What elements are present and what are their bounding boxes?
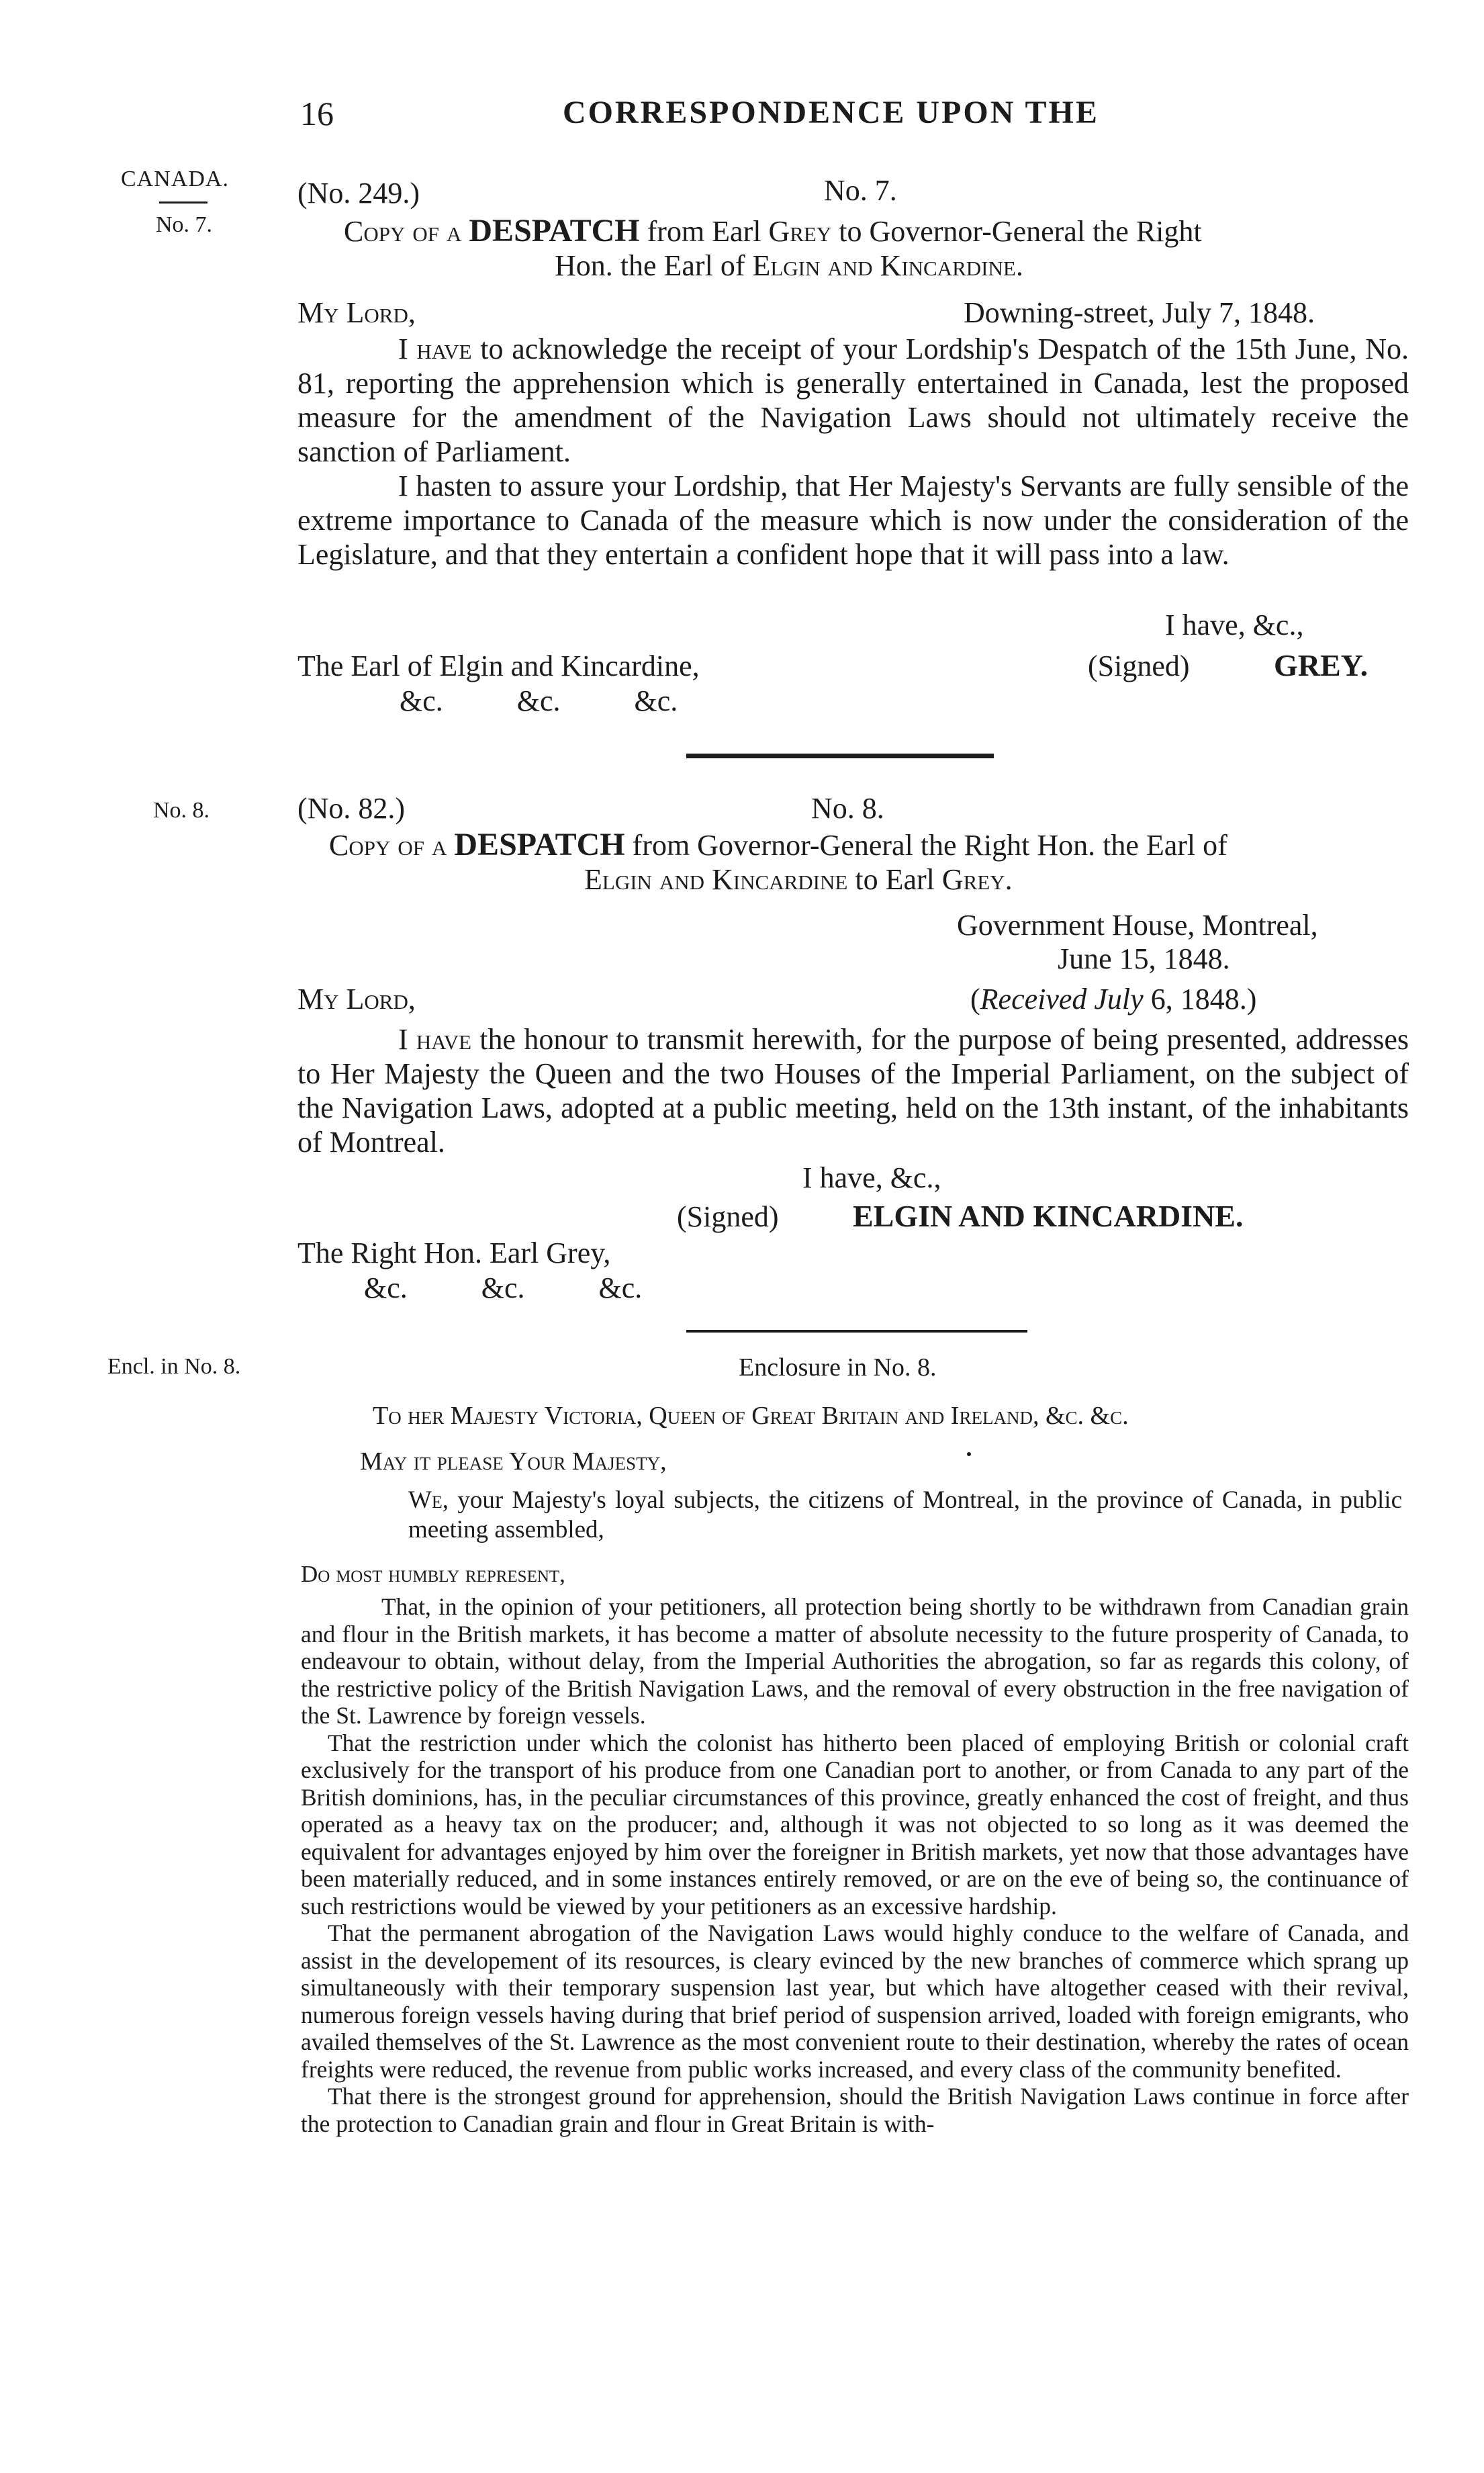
running-title: CORRESPONDENCE UPON THE: [563, 95, 1099, 130]
despatch8-signature: ELGIN AND KINCARDINE.: [853, 1199, 1244, 1233]
despatch7-ref-number: (No. 249.): [297, 177, 420, 210]
despatch8-place: Government House, Montreal,: [957, 909, 1318, 942]
enclosure-preamble: We, your Majesty's loyal subjects, the citizens of Montreal, in the province of Canada, in public meeting assembled,: [408, 1486, 1402, 1543]
despatch8-ref-number: (No. 82.): [297, 792, 406, 825]
despatch8-body: [297, 1022, 1409, 1159]
despatch8-heading-line1: Copy of a DESPATCH from Governor-General the Right Hon. the Earl of: [329, 827, 1227, 862]
despatch8-heading-line2: Elgin and Kincardine to Earl Grey.: [584, 863, 1013, 896]
despatch8-etc: &c. &c. &c.: [364, 1271, 643, 1304]
despatch7-para2: I hasten to assure your Lordship, that Her Majesty's Servants are fully sensible of the extreme importance to Canada of the measure which is now under the consideration of the Legislature, and that they entertain a confident hope that it will pass into a law.: [297, 469, 1409, 571]
section-divider-thick: [686, 754, 994, 758]
despatch8-para1: I have the honour to transmit herewith, for the purpose of being presented, addresses to Her Majesty the Queen and the two Houses of the Imperial Parliament, on the subject of the Navigation Laws, adopted at a public meeting, held on the 13th instant, of the inhabitants of Montreal.: [297, 1023, 1409, 1159]
despatch8-salutation: My Lord,: [297, 983, 416, 1016]
despatch8-addressee: The Right Hon. Earl Grey,: [297, 1236, 611, 1269]
despatch7-number: No. 7.: [824, 174, 897, 207]
despatch7-salutation: My Lord,: [297, 296, 416, 329]
despatch7-heading-line2: Hon. the Earl of Elgin and Kincardine.: [555, 249, 1023, 282]
enclosure-address: To her Majesty Victoria, Queen of Great Britain and Ireland, &c. &c.: [373, 1402, 1129, 1430]
despatch7-etc: &c. &c. &c.: [400, 684, 678, 717]
margin-no8: No. 8.: [153, 798, 210, 823]
despatch7-signed: (Signed): [1088, 649, 1190, 682]
margin-enclosure: Encl. in No. 8.: [107, 1354, 241, 1379]
despatch8-signed: (Signed): [677, 1200, 779, 1233]
despatch8-date: June 15, 1848.: [1058, 942, 1230, 975]
despatch7-place-date: Downing-street, July 7, 1848.: [964, 296, 1315, 329]
enclosure-body: [301, 1593, 1409, 2137]
enclosure-title: Enclosure in No. 8.: [739, 1353, 937, 1382]
enclosure-para3: That the permanent abrogation of the Navigation Laws would highly conduce to the welfare of Canada, and assist in the developement of its resources, is cleary evinced by the new branches of commerce which sprang up simultaneously with their temporary suspension last year, but which have altogether ceased with their revival, numerous foreign vessels having during that brief period of suspension arrived, loaded with foreign emigrants, who availed themselves of the St. Lawrence as the most convenient route to their destination, whereby the rates of ocean freights were reduced, the revenue from public works increased, and every class of the community benefited.: [301, 1920, 1409, 2083]
despatch7-heading-line1: Copy of a DESPATCH from Earl Grey to Governor-General the Right: [344, 213, 1202, 249]
page-number: 16: [300, 95, 334, 132]
despatch7-closing: I have, &c.,: [1165, 609, 1304, 641]
enclosure-para4: That there is the strongest ground for apprehension, should the British Navigation Laws continue in force after the protection to Canadian grain and flour in Great Britain is with-: [301, 2083, 1409, 2137]
margin-no7: No. 7.: [156, 212, 213, 237]
despatch7-para1: I have to acknowledge the receipt of your Lordship's Despatch of the 15th June, No. 81, reporting the apprehension which is generally entertained in Canada, lest the proposed measure for the amendment of the Navigation Laws should not ultimately receive the sanction of Parliament.: [297, 332, 1409, 468]
margin-section-canada: CANADA.: [121, 167, 229, 191]
despatch8-closing: I have, &c.,: [802, 1161, 941, 1194]
despatch8-number: No. 8.: [811, 792, 884, 825]
despatch7-signature: GREY.: [1274, 648, 1369, 682]
section-divider-thin: [686, 1330, 1027, 1333]
despatch7-body: [297, 332, 1409, 572]
enclosure-para2: That the restriction under which the colonist has hitherto been placed of employing British or colonial craft exclusively for the transport of his produce from one Canadian port to another, or from Canada to any part of the British dominions, has, in the peculiar circumstances of this province, greatly enhanced the cost of freight, and thus operated as a heavy tax on the producer; and, although it was not objected to so long as it was deemed the equivalent for advantages enjoyed by him over the foreigner in British markets, yet now that those advantages have been materially reduced, and in some instances entirely removed, or are on the eve of being so, the continuance of such restrictions would be viewed by your petitioners as an excessive hardship.: [301, 1729, 1409, 1920]
despatch7-addressee: The Earl of Elgin and Kincardine,: [297, 649, 700, 682]
stray-dot: [967, 1452, 971, 1456]
margin-underline: [159, 201, 207, 204]
enclosure-para1: That, in the opinion of your petitioners, all protection being shortly to be withdrawn from Canadian grain and flour in the British markets, it has become a matter of absolute necessity to the future prosperity of Canada, to endeavour to obtain, without delay, from the Imperial Authorities the abrogation, so far as regards this colony, of the restrictive policy of the British Navigation Laws, and the removal of every obstruction in the free navigation of the St. Lawrence by foreign vessels.: [301, 1593, 1409, 1729]
enclosure-represent: Do most humbly represent,: [301, 1561, 565, 1587]
despatch8-received: (Received July 6, 1848.): [970, 983, 1257, 1016]
enclosure-salutation: May it please Your Majesty,: [360, 1447, 667, 1476]
